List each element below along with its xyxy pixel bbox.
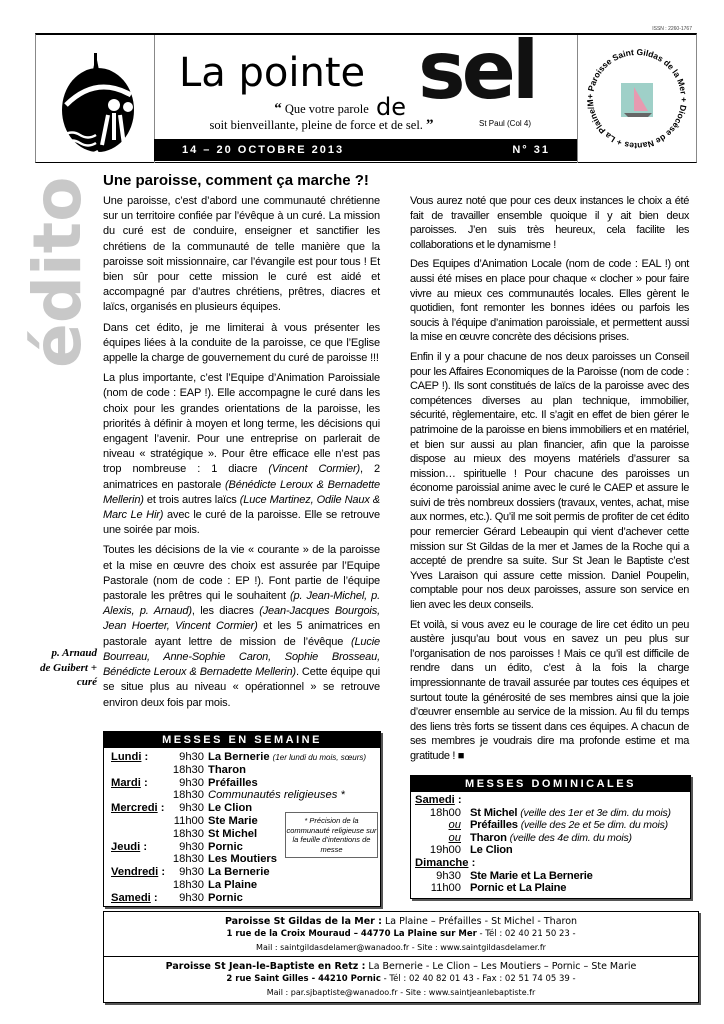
contact-st-gildas — [104, 912, 698, 956]
mass-place — [470, 807, 671, 820]
quote-close: ” — [426, 117, 434, 133]
mass-place — [470, 844, 513, 857]
place-name: Pornic — [208, 840, 243, 853]
article-paragraph — [103, 321, 380, 367]
edito-label: édito — [19, 176, 96, 368]
mass-time: 18h30 — [172, 878, 204, 891]
mass-row — [104, 751, 380, 764]
text-run: et les 5 animatrices en pastorale ayant lettre de mission de l’évêque — [103, 620, 381, 648]
mass-time: 9h30 — [436, 869, 461, 882]
parish-mail-site: Mail : saintgildasdelamer@wanadoo.fr - Site : www.saintgildasdelamer.fr — [256, 943, 546, 952]
weekday-masses-box — [103, 731, 381, 907]
weekday-masses-title: MESSES EN SEMAINE — [104, 732, 380, 748]
parish-name: Paroisse St Jean-le-Baptiste en Retz : — [165, 961, 366, 972]
mass-row — [104, 789, 380, 802]
svg-text:+ Paroisse Saint Gildas de la: + Paroisse Saint Gildas de la Mer + Diocèse de Nantes + La Plaine/M — [584, 46, 690, 152]
article-paragraph — [410, 257, 689, 345]
mass-note: Communautés religieuses * — [208, 789, 345, 802]
article-title: Une paroisse, comment ça marche ?! — [103, 172, 369, 189]
mass-place — [208, 879, 257, 892]
text-run: . Cette équipe qui se situe plus au niveau « opérationnel » se retrouve environ deux fois par mois. — [103, 666, 380, 709]
mass-place — [208, 841, 243, 854]
names-italic: (Bénédicte Leroux & Bernadette Mellerin) — [103, 478, 380, 506]
parish-address: 2 rue Saint Gilles - 44210 Pornic — [226, 974, 381, 984]
mass-place — [208, 751, 366, 765]
text-run: Des Equipes d’Animation Locale (nom de code : EAL !) ont aussi été mises en place pour chaque « clocher » pour faire vivre au mieux ces communautés locales. Elles gèrent le quotidien, font remonter les bonnes idées ou parfois les soucis à l’équipe d’animation paroissiale, et permettent aussi la mise en œuvre concrète des décisions prises. — [410, 258, 689, 344]
mass-note: (1er lundi du mois, sœurs) — [272, 753, 367, 762]
article-column-left — [103, 194, 380, 716]
mass-time: 9h30 — [179, 802, 204, 815]
quote-line-2: soit bienveillante, pleine de force et de sel. — [209, 118, 423, 132]
mass-day: Dimanche : — [415, 856, 476, 869]
title-block — [154, 24, 578, 163]
mass-place — [208, 802, 252, 815]
author-line: curé — [76, 676, 97, 688]
text-run: Toutes les décisions de la vie « courante » de la paroisse et la mise en œuvre des choix est assurée par l’Equipe Pastorale (nom de code : EP !). Font partie de l’équipe pastorale les prêtres qui le souhaitent — [103, 544, 380, 603]
names-italic: (p. Jean-Michel, p. Alexis, p. Arnaud) — [103, 590, 380, 618]
mass-place — [208, 892, 243, 905]
day-name: Samedi — [415, 794, 455, 806]
day-name: Mardi — [111, 776, 141, 789]
mass-row — [104, 879, 380, 892]
parish-places: La Bernerie - Le Clion – Les Moutiers – Pornic – Ste Marie — [365, 961, 637, 972]
names-italic: (Vincent Cormier) — [268, 463, 361, 476]
mass-day: Vendredi : — [111, 866, 166, 879]
mass-time: 18h30 — [172, 827, 204, 840]
mass-day: Mercredi : — [111, 802, 165, 815]
parish-phone: - Tél : 02 40 21 50 23 - — [476, 929, 576, 939]
names-italic: (Lucie Bourreau, Anne-Sophie Caron, Sophie Brosseau, Bénédicte Leroux & Bernadette Mellerin) — [103, 635, 380, 679]
title-sel: sel — [418, 24, 536, 117]
place-name: La Bernerie — [208, 866, 270, 879]
mass-time: 11h00 — [430, 882, 461, 895]
names-italic: (Luce Martinez, Odile Naux & Marc Le Hir) — [103, 493, 380, 522]
mass-time: 9h30 — [179, 840, 204, 853]
mass-time: 18h30 — [172, 789, 204, 802]
article-paragraph — [103, 371, 380, 538]
quote-source: St Paul (Col 4) — [479, 119, 532, 128]
date-bar — [154, 139, 578, 161]
mass-day: Samedi : — [111, 891, 158, 904]
mass-place — [470, 832, 632, 845]
parish-stamp — [577, 35, 696, 163]
parish-logo — [36, 35, 155, 163]
mass-place — [208, 866, 270, 879]
text-run: , les diacres — [191, 605, 260, 618]
article-paragraph — [410, 350, 689, 613]
place-name: Les Moutiers — [208, 853, 278, 866]
mass-day: Mardi : — [111, 776, 148, 789]
mass-time: 9h30 — [179, 891, 204, 904]
place-name: Pornic et La Plaine — [470, 882, 567, 895]
mass-row — [104, 777, 380, 790]
parish-contacts — [103, 911, 699, 1003]
text-run: Enfin il y a pour chacune de nos deux paroisses un Conseil pour les Affaires Economiques de la Paroisse (nom de code : CAEP !). Ils sont constitués de laïcs de la paroisse avec des compétences diverses au plan technique, immobilier, sécurité, règlementaire, etc. Il s’agit en effet de bien gérer le patrimoine de la paroisse en biens immobiliers et en matériel, et bien sur aussi au plan financier, afin que la paroisse dispose au mieux des moyens matériels d’assurer sa mission… spirituelle ! Pour chacune des paroisses un économe paroissial anime avec le curé le CAEP et assure le suivi de très nombreux dossiers (travaux, ventes, achat, mise aux normes, etc.). Qu’il me soit permis de profiter de cet édito pour remercier Gérard Lebeaupin qui vient d’achever cette mission sur St Gildas de la mer et James de la Roche qui a accepté de prendre sa suite. Sur St Jean le Baptiste c’est Yves Laraison qui assure cette mission. Daniel Poupelin, comptable pour nos deux paroisses, assure son service en lien avec les deux conseils. — [410, 350, 689, 612]
mass-time: 19h00 — [429, 844, 461, 857]
mass-row — [415, 844, 690, 857]
mass-row — [415, 882, 690, 895]
issue-date: 14 – 20 OCTOBRE 2013 — [182, 144, 345, 156]
mass-place — [208, 853, 277, 866]
author-line: p. Arnaud — [51, 647, 97, 659]
mass-day: Jeudi : — [111, 840, 148, 853]
religious-community-footnote: * Précision de la communauté religieuse sur la feuille d’intentions de messe — [285, 812, 378, 858]
mass-time: 18h30 — [172, 853, 204, 866]
mass-row — [415, 832, 690, 845]
article-paragraph — [103, 194, 380, 316]
names-italic: (Jean-Jacques Bourgois, Jean Hoerter, Vincent Cormier) — [103, 605, 380, 633]
day-name: Dimanche — [415, 856, 469, 869]
article-paragraph — [410, 618, 689, 764]
parish-places: La Plaine – Préfailles - St Michel - Tharon — [381, 916, 578, 927]
mass-row — [104, 866, 380, 879]
place-name: St Michel — [208, 827, 258, 840]
text-run: , 2 animatrices en pastorale — [103, 463, 380, 491]
mass-place — [208, 764, 246, 777]
mass-time: 9h30 — [179, 866, 204, 879]
quote-line-1: Que votre parole — [284, 102, 369, 116]
text-run: et trois autres laïcs — [143, 493, 240, 506]
article-author — [26, 646, 97, 690]
mass-place — [208, 789, 345, 802]
mass-note: (veille des 1er et 3e dim. du mois) — [520, 806, 671, 819]
parish-address: 1 rue de la Croix Mouraud – 44770 La Plaine sur Mer — [226, 929, 477, 939]
article-paragraph — [410, 194, 689, 252]
text-run: Vous aurez noté que pour ces deux instances le choix a été fait de travailler ensemble quoique il y ait bien deux paroisses. J’en suis très heureux, cela facilite les collaborations et le dynamisme ! — [410, 195, 689, 251]
mass-place — [470, 882, 566, 895]
place-name: La Plaine — [208, 878, 258, 891]
place-name: Le Clion — [208, 802, 253, 815]
article-paragraph — [103, 543, 380, 710]
mass-time: 9h30 — [179, 776, 204, 789]
contact-st-jean — [104, 956, 698, 1000]
text-run: Et voilà, si vous avez eu le courage de lire cet édito un peu austère jusqu’au bout vous en savez un peu plus sur l’organisation de nos paroisses ! Mais ce qu’il est difficile de rendre dans un édito, c’est à la fois la charge impressionnante de travail assurée par toutes ces équipes et surtout toute la générosité de ses membres ainsi que la joie d’œuvrer ensemble au service de la mission. Au fil du temps des liens très forts se tissent dans ces équipes. A chacun de ses membres je voudrais dire ma profonde estime et ma gratitude ! ■ — [410, 618, 689, 762]
mass-place — [208, 815, 258, 828]
mass-time: 9h30 — [179, 751, 204, 763]
place-name: Préfailles — [208, 776, 258, 789]
issn: ISSN : 2260-1767 — [652, 26, 692, 32]
place-name: Ste Marie — [208, 814, 258, 827]
day-name: Samedi — [111, 891, 151, 904]
mass-row — [104, 764, 380, 777]
mass-time: ou — [448, 831, 461, 844]
day-name: Mercredi — [111, 802, 158, 815]
text-run: La plus importante, c’est l’Equipe d’Animation Paroissiale (nom de code : EAP !). Elle accompagne le curé dans les choix pour les grandes orientations de la paroisse, les priorités à définir à moyen et long terme, les décisions qui engagent l’avenir. Pour une entreprise on parlerait de niveau « stratégique ». Pour être efficace elle n’est pas trop nombreuse : 1 diacre — [103, 372, 380, 476]
quote-open: “ — [274, 101, 282, 117]
title-la-pointe: La pointe — [179, 50, 366, 96]
place-name: La Bernerie — [208, 751, 270, 763]
mass-day: Lundi : — [111, 751, 149, 763]
text-run: Dans cet édito, je me limiterai à vous présenter les équipes liées à la conduite de la paroisse, ce que l’Eglise appelle la charge de gouvernement du curé de paroisse !!! — [103, 321, 380, 365]
place-name: Ste Marie et La Bernerie — [470, 869, 593, 882]
mass-row — [415, 819, 690, 832]
text-run: avec le curé de la paroisse. Elle se retrouve une soirée par mois. — [103, 509, 380, 537]
issue-number: N° 31 — [512, 144, 550, 156]
day-name: Vendredi — [111, 866, 159, 879]
place-name: Tharon — [208, 763, 246, 776]
place-name: Pornic — [208, 891, 243, 904]
mass-note: (veille des 2e et 5e dim. du mois) — [520, 819, 668, 832]
mass-row — [415, 870, 690, 883]
mass-note: (veille des 4e dim. du mois) — [509, 831, 632, 844]
parish-name: Paroisse St Gildas de la Mer : — [224, 916, 382, 927]
sunday-masses-title: MESSES DOMINICALES — [411, 776, 690, 792]
place-name: St Michel — [470, 806, 518, 819]
author-line: de Guibert + — [40, 661, 97, 674]
mass-place — [470, 870, 593, 883]
mass-place — [208, 777, 258, 790]
mass-row — [415, 807, 690, 820]
parish-phone: - Tél : 02 40 82 01 43 - Fax : 02 51 74 05 39 - — [380, 974, 576, 984]
mass-day: Samedi : — [415, 794, 462, 806]
place-name: Tharon — [470, 831, 507, 844]
text-run: Une paroisse, c’est d’abord une communauté chrétienne sur un territoire confiée par l’évêque à un curé. La mission du curé est de conduire, enseigner et sanctifier les chrétiens de la communauté de telle manière que la paroisse soit missionnaire, car l’évangile est pour tous ! Et bien sûr pour cette mission le curé est aidé et accompagné par d’autres chrétiens, prêtres, diacres et laïcs, organisés en plusieurs équipes. — [103, 195, 380, 314]
mass-place — [208, 828, 257, 841]
mass-time: ou — [448, 819, 461, 832]
motto-quote — [174, 101, 469, 133]
mass-time: 11h00 — [173, 814, 204, 827]
mass-place — [470, 819, 668, 832]
place-name: Préfailles — [470, 819, 518, 832]
parish-mail-site: Mail : par.sjbaptiste@wanadoo.fr - Site : www.saintjeanlebaptiste.fr — [266, 988, 536, 997]
sunday-masses-box — [410, 775, 691, 899]
article-column-right — [410, 194, 689, 769]
mass-row — [104, 892, 380, 905]
day-name: Lundi — [111, 751, 142, 763]
day-name: Jeudi — [111, 840, 141, 853]
mass-time: 18h00 — [429, 806, 461, 819]
title-de: de — [376, 93, 406, 121]
mass-time: 18h30 — [172, 763, 204, 776]
place-name: Le Clion — [470, 844, 513, 857]
